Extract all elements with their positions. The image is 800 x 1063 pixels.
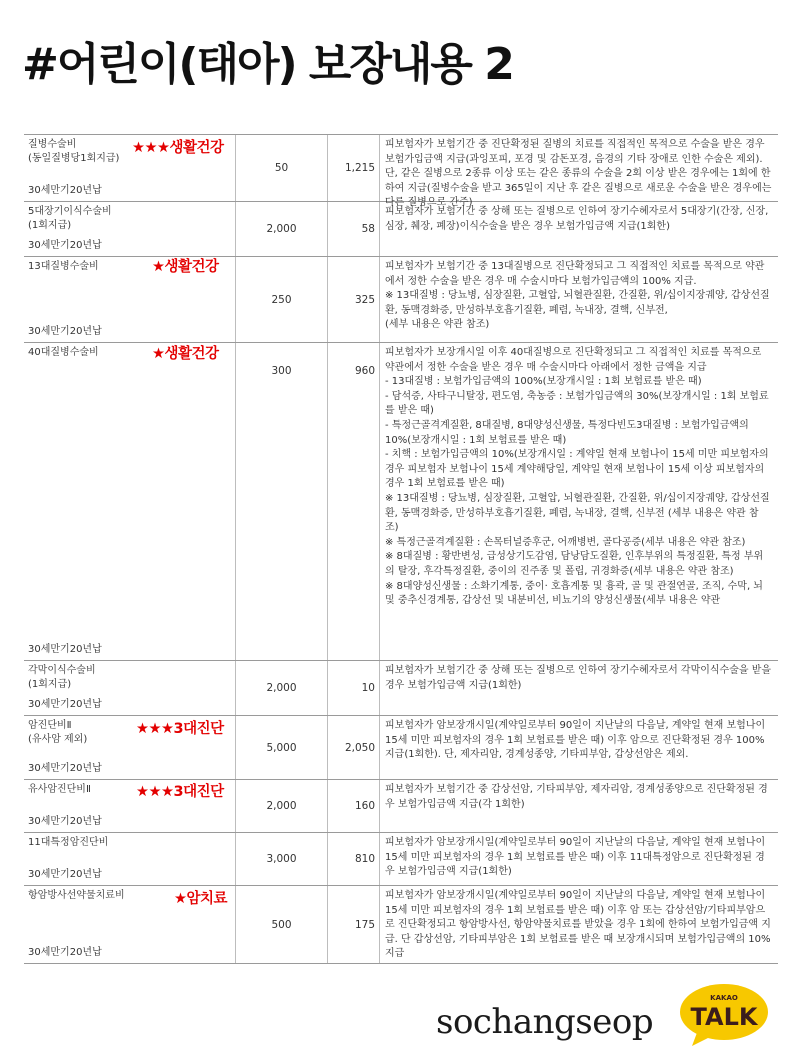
coverage-description: 피보험자가 보험기간 중 상해 또는 질병으로 인하여 장기수혜자로서 각막이식수술을 받을 경우 보험가입금액 지급(1회한) — [385, 665, 772, 691]
table-row — [24, 716, 778, 780]
insured-amount: 250 — [236, 257, 328, 342]
term-label: 30세만기20년납 — [28, 644, 102, 655]
coverage-description: 피보험자가 보험기간 중 갑상선암, 기타피부암, 제자리암, 경계성종양으로 진단확정된 경우 보험가입금액 지급(각 1회한) — [385, 784, 768, 810]
premium: 160 — [328, 780, 380, 832]
coverage-name-cell — [24, 343, 236, 660]
category-badge: ★생활건강 — [152, 259, 219, 275]
term-label: 30세만기20년납 — [28, 699, 102, 710]
category-badge: ★암치료 — [174, 891, 228, 907]
category-badge: ★★★3대진단 — [136, 784, 224, 800]
table-row — [24, 780, 778, 833]
table-row — [24, 343, 778, 661]
coverage-name: 각막이식수술비 (1회지급) — [28, 665, 96, 690]
coverage-name-cell — [24, 833, 236, 885]
kakaotalk-logo — [676, 982, 770, 1048]
category-badge: ★생활건강 — [152, 346, 219, 362]
coverage-name: 13대질병수술비 — [28, 261, 99, 272]
insured-amount: 5,000 — [236, 716, 328, 779]
term-label: 30세만기20년납 — [28, 240, 102, 251]
logo-talk-text: TALK — [690, 1003, 758, 1031]
coverage-name: 항암방사선약물치료비 — [28, 890, 125, 901]
author-brand: sochangseop — [436, 1002, 654, 1042]
coverage-name: 11대특정암진단비 — [28, 837, 109, 848]
insured-amount: 2,000 — [236, 202, 328, 256]
coverage-name: 40대질병수술비 — [28, 347, 99, 358]
category-badge: ★★★3대진단 — [136, 721, 224, 737]
term-label: 30세만기20년납 — [28, 326, 102, 337]
table-row — [24, 202, 778, 257]
coverage-description: 피보험자가 보험기간 중 상해 또는 질병으로 인하여 장기수혜자로서 5대장기(간장, 신장, 심장, 췌장, 폐장)이식수술을 받은 경우 보험가입금액 지급(1회한) — [385, 206, 769, 232]
premium: 175 — [328, 886, 380, 963]
premium: 810 — [328, 833, 380, 885]
coverage-description: 피보험자가 보험기간 중 13대질병으로 진단확정되고 그 직접적인 치료를 목적으로 약관에서 정한 수술을 받은 경우 매 수술시마다 보험가입금액의 100% 지급. ※ 13대질병 : 당뇨병, 심장질환, 고혈압, 뇌혈관질환, 간질환, 위/십이지장궤양, 갑상선질환, 동맥경화증, 만성하부호흡기질환, 폐렴, 녹내장, 결핵, 신부전, (세부 내용은 약관 참조) — [385, 261, 770, 331]
coverage-name-cell — [24, 135, 236, 201]
coverage-table — [24, 134, 778, 964]
premium: 960 — [328, 343, 380, 660]
table-row — [24, 833, 778, 886]
insured-amount: 3,000 — [236, 833, 328, 885]
premium: 1,215 — [328, 135, 380, 201]
coverage-description: 피보험자가 암보장개시일(계약일로부터 90일이 지난날의 다음날, 계약일 현재 보험나이 15세 미만 피보험자의 경우 1회 보험료를 받은 때) 이후 암으로 진단확정된 경우 100% 지급(1회한). 단, 제자리암, 경계성종양, 기타피부암, 갑상선암은 제외. — [385, 720, 766, 761]
coverage-description: 피보험자가 보험기간 중 진단확정된 질병의 치료를 직접적인 목적으로 수술을 받은 경우 보험가입금액 지급(과잉포피, 포경 및 감돈포경, 음경의 기타 장애로 인한 수술은 제외). 단, 같은 질병으로 2종류 이상 또는 같은 종류의 수술을 2회 이상 받은 경우에는 1회에 한하여 지급(질병수술을 받고 365일이 지난 후 같은 질병으로 새로운 수술을 받은 경우에는 다른 질병으로 간주) — [385, 139, 772, 209]
insured-amount: 50 — [236, 135, 328, 201]
category-badge: ★★★생활건강 — [132, 140, 224, 156]
coverage-name-cell — [24, 257, 236, 342]
coverage-name-cell — [24, 716, 236, 779]
coverage-description: 피보험자가 암보장개시일(계약일로부터 90일이 지난날의 다음날, 계약일 현재 보험나이 15세 미만 피보험자의 경우 1회 보험료를 받은 때) 이후 암 또는 갑상선암/기타피부암으로 진단확정되고 항암방사선, 항암약물치료를 받았을 경우 1회에 한하여 보험가입금액 지급. 단 갑상선암, 기타피부암은 1회 보험료를 받은 때 보장개시되며 보험가입금액의 10% 지급 — [385, 890, 771, 960]
coverage-name: 암진단비Ⅱ (유사암 제외) — [28, 720, 88, 745]
table-row — [24, 886, 778, 964]
coverage-name: 5대장기이식수술비 (1회지급) — [28, 206, 112, 231]
coverage-name: 유사암진단비Ⅱ — [28, 784, 91, 795]
coverage-name-cell — [24, 780, 236, 832]
coverage-name-cell — [24, 202, 236, 256]
premium: 325 — [328, 257, 380, 342]
coverage-name-cell — [24, 661, 236, 715]
insured-amount: 2,000 — [236, 780, 328, 832]
coverage-name-cell — [24, 886, 236, 963]
coverage-description: 피보험자가 암보장개시일(계약일로부터 90일이 지난날의 다음날, 계약일 현재 보험나이 15세 미만 피보험자의 경우 1회 보험료를 받은 때) 이후 11대특정암으로 진단확정된 경우 보험가입금액 지급(1회한) — [385, 837, 766, 878]
insured-amount: 500 — [236, 886, 328, 963]
insured-amount: 2,000 — [236, 661, 328, 715]
coverage-name: 질병수술비 (동일질병당1회지급) — [28, 139, 120, 164]
term-label: 30세만기20년납 — [28, 816, 102, 827]
premium: 2,050 — [328, 716, 380, 779]
premium: 10 — [328, 661, 380, 715]
table-row — [24, 257, 778, 343]
logo-small-text: KAKAO — [710, 994, 738, 1002]
page-title: #어린이(태아) 보장내용 2 — [22, 39, 513, 90]
term-label: 30세만기20년납 — [28, 869, 102, 880]
table-row — [24, 135, 778, 209]
table-row — [24, 661, 778, 716]
term-label: 30세만기20년납 — [28, 185, 102, 196]
coverage-description: 피보험자가 보장개시일 이후 40대질병으로 진단확정되고 그 직접적인 치료를 목적으로 약관에서 정한 수술을 받은 경우 매 수술시마다 아래에서 정한 금액을 지급 - 13대질병 : 보험가입금액의 100%(보장개시일 : 1회 보험료를 받은 때) - 담석증, 사타구니탈장, 편도염, 축농증 : 보험가입금액의 30%(보장개시일 : 1회 보험료를 받은 때) - 특정근골격계질환, 8대질병, 8대양성신생물, 특정다빈도3대질병 : 보험가입금액의 10%(보장개시일 : 1회 보험료를 받은 때) - 치핵 : 보험가입금액의 10%(보장개시일 : 계약일 현재 보험나이 15세 미만 피보험자의 경우 피보험자 보험나이 15세 계약해당일, 계약일 현재 보험나이 15세 이상 피보험자의 경우 1회 보험료를 받은 때) ※ 13대질병 : 당뇨병, 심장질환, 고혈압, 뇌혈관질환, 간질환, 위/십이지장궤양, 갑상선질환, 동맥경화증, 만성하부호흡기질환, 폐렴, 녹내장, 결핵, 신부전 (세부 내용은 약관 참조) ※ 특정근골격계질환 : 손목터널증후군, 어깨병변, 골다공증(세부 내용은 약관 참조) ※ 8대질병 : 황반변성, 급성상기도감염, 담낭담도질환, 인후부위의 특정질환, 특정 부위의 탈장, 후각특정질환, 중이의 진주종 및 폴립, 귀경화증(세부 내용은 약관 참조) ※ 8대양성신생물 : 소화기계통, 중이· 호흡계통 및 흉곽, 골 및 관절연골, 조직, 수막, 뇌 및 중추신경계통, 갑상선 및 내분비선, 비뇨기의 양성신생물(세부 내용은 약관 — [385, 347, 770, 607]
term-label: 30세만기20년납 — [28, 763, 102, 774]
premium: 58 — [328, 202, 380, 256]
insured-amount: 300 — [236, 343, 328, 660]
term-label: 30세만기20년납 — [28, 947, 102, 958]
